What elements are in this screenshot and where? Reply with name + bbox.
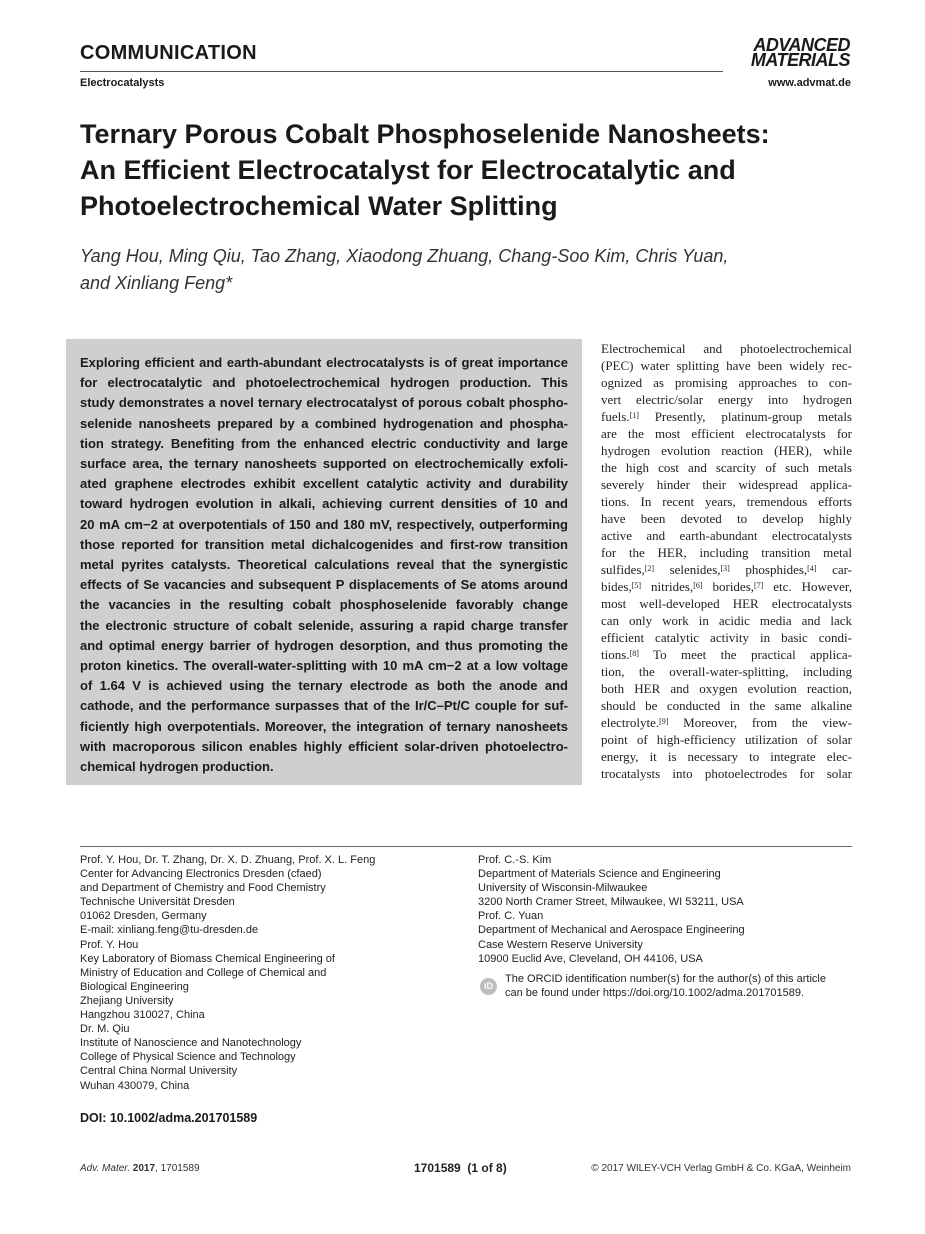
body-text-span: fuels. — [601, 409, 630, 424]
abstract-line: of 1.64 V is achieved using the ternary electrode as both the anode and — [80, 678, 568, 694]
affiliation-line: College of Physical Science and Technology — [80, 1051, 296, 1064]
abstract-line: toward hydrogen evolution in alkali, achieving current densities of 10 and — [80, 496, 568, 512]
body-text — [601, 340, 852, 782]
body-line: energy, it is necessary to integrate elec- — [601, 749, 852, 764]
abstract-line: with macroporous silicon enables highly efficient solar-driven photoelectro- — [80, 738, 568, 754]
body-text-span: etc. However, — [763, 579, 852, 594]
affiliation-line: Department of Mechanical and Aerospace Engineering — [478, 924, 745, 937]
abstract-line: selenide nanosheets prepared by a combined hydrogenation and phospha- — [80, 415, 568, 431]
title-line: An Efficient Electrocatalyst for Electrocatalytic and — [80, 155, 736, 185]
body-line: the high cost and scarcity of such metals — [601, 460, 852, 475]
title-line: Ternary Porous Cobalt Phosphoselenide Nanosheets: — [80, 119, 770, 149]
body-line: tion, the overall-water-splitting, including — [601, 664, 852, 679]
affiliation-line: Case Western Reserve University — [478, 938, 643, 951]
body-text-span: selenides, — [654, 562, 721, 577]
abstract-line: proton kinetics. The overall-water-splitting with 10 mA cm−2 at a low voltage — [80, 658, 568, 674]
body-line: hydrogen evolution reaction (HER), while — [601, 443, 852, 458]
affiliation-line: Biological Engineering — [80, 980, 189, 993]
affiliation-line: University of Wisconsin-Milwaukee — [478, 882, 648, 895]
abstract-line: those reported for transition metal dichalcogenides and first-row transition — [80, 536, 568, 552]
abstract-line: the vacancies in the resulting cobalt phosphoselenide favorably change — [80, 597, 568, 613]
affiliation-line: Central China Normal University — [80, 1065, 238, 1078]
reference-link[interactable]: [2] — [644, 564, 655, 573]
reference-link[interactable]: [5] — [631, 581, 642, 590]
body-text-span: borides, — [702, 579, 755, 594]
body-line: point of high-efficiency utilization of solar — [601, 732, 852, 747]
title-line: Photoelectrochemical Water Splitting — [80, 191, 558, 221]
page-number: 1701589 (1 of 8) — [414, 1161, 507, 1175]
affiliation-line: Center for Advancing Electronics Dresden (cfaed) — [80, 868, 322, 881]
doi-link[interactable]: DOI: 10.1002/adma.201701589 — [80, 1111, 258, 1125]
abstract-text — [80, 353, 568, 777]
header-rule — [80, 71, 723, 72]
logo-line-1: ADVANCED — [753, 35, 850, 55]
body-line: trocatalysts into photoelectrodes for solar — [601, 766, 852, 781]
author-line: Yang Hou, Ming Qiu, Tao Zhang, Xiaodong Zhuang, Chang-Soo Kim, Chris Yuan, — [80, 246, 729, 266]
affiliation-line: Prof. C.-S. Kim — [478, 854, 552, 866]
body-line: vert electric/solar energy into hydrogen — [601, 392, 852, 407]
footer-journal: Adv. Mater. — [80, 1163, 131, 1174]
abstract-line: study demonstrates a novel ternary electrocatalyst of porous cobalt phospho- — [80, 395, 568, 411]
body-line: Electrochemical and photoelectrochemical — [601, 341, 852, 356]
body-line: are the most efficient electrocatalysts for — [601, 426, 852, 441]
abstract-line: and optimal energy barrier of hydrogen desorption, and thus promoting the — [80, 637, 568, 653]
abstract-line: chemical hydrogen production. — [80, 759, 274, 775]
logo-line-2: MATERIALS — [750, 50, 850, 70]
journal-logo — [730, 35, 850, 70]
subsection-label: Electrocatalysts — [80, 77, 165, 89]
body-text-span: phosphides, — [729, 562, 808, 577]
abstract-line: ficiently high overpotentials. Moreover, the integration of ternary nanosheets — [80, 718, 568, 734]
body-line — [601, 561, 852, 578]
body-line: severely hinder their widespread applica- — [601, 477, 852, 492]
abstract-line: the electronic structure of cobalt selenide, assuring a rapid charge transfer — [80, 617, 568, 633]
reference-link[interactable]: [9] — [659, 717, 669, 726]
affiliation-line: and Department of Chemistry and Food Chemistry — [80, 882, 326, 895]
orcid-link[interactable]: can be found under https://doi.org/10.1002/adma.201701589. — [505, 987, 805, 999]
body-line: for the HER, including transition metal — [601, 545, 852, 560]
orcid-badge[interactable] — [480, 976, 497, 995]
footer-copyright: © 2017 WILEY-VCH Verlag GmbH & Co. KGaA, Weinheim — [591, 1163, 851, 1174]
affiliation-line: Prof. Y. Hou, Dr. T. Zhang, Dr. X. D. Zhuang, Prof. X. L. Feng — [80, 854, 376, 866]
section-label: COMMUNICATION — [80, 42, 257, 64]
body-text-span: To meet the practical applica- — [638, 647, 852, 662]
abstract-line: effects of Se vacancies and subsequent P displacements of Se atoms around — [80, 577, 568, 593]
body-text-span: Moreover, from the view- — [668, 715, 852, 730]
body-line — [601, 714, 852, 731]
abstract-line: tion strategy. Benefiting from the enhanced electric conductivity and large — [80, 435, 568, 451]
affiliation-line: Ministry of Education and College of Chemical and — [80, 966, 327, 979]
reference-link[interactable]: [4] — [807, 564, 817, 573]
abstract-line: 20 mA cm−2 at overpotentials of 150 and 180 mV, respectively, outperforming — [80, 516, 568, 532]
body-text-span: electrolyte. — [601, 715, 660, 730]
affiliation-line: Technische Universität Dresden — [80, 896, 235, 909]
website-link[interactable]: www.advmat.de — [768, 77, 851, 89]
body-line: can only work in acidic media and lack — [601, 613, 852, 628]
body-line: tions. In recent years, tremendous efforts — [601, 494, 852, 509]
body-text-span: car- — [816, 562, 853, 577]
affiliation-line: Prof. Y. Hou — [80, 938, 139, 951]
affiliation-line: 01062 Dresden, Germany — [80, 910, 207, 923]
affiliation-line: Department of Materials Science and Engineering — [478, 868, 721, 881]
author-line: and Xinliang Feng* — [80, 273, 233, 293]
abstract-line: Exploring efficient and earth-abundant electrocatalysts is of great importance — [80, 355, 568, 370]
body-line — [601, 646, 852, 663]
body-text-span: bides, — [601, 579, 632, 594]
body-line: should be conducted in the same alkaline — [601, 698, 852, 713]
affiliation-line: Dr. M. Qiu — [80, 1023, 130, 1036]
affiliation-line: 10900 Euclid Ave, Cleveland, OH 44106, USA — [478, 952, 703, 965]
footer-citation — [80, 1163, 200, 1174]
article-title — [80, 116, 860, 224]
body-text-span: sulfides, — [601, 562, 645, 577]
abstract-line: cathode, and the performance surpasses that of the Ir/C–Pt/C couple for suf- — [80, 698, 568, 714]
body-line: have been devoted to develop highly — [601, 511, 852, 526]
reference-link[interactable]: [3] — [720, 564, 730, 573]
body-text-span: tions. — [601, 647, 630, 662]
affiliation-line: 3200 North Cramer Street, Milwaukee, WI 53211, USA — [478, 896, 744, 909]
affiliation-line: Prof. C. Yuan — [478, 910, 544, 923]
body-line: both HER and oxygen evolution reaction, — [601, 681, 852, 696]
affiliation-rule — [80, 846, 852, 847]
body-line: active and earth-abundant electrocatalysts — [601, 528, 852, 543]
affiliation-line: Hangzhou 310027, China — [80, 1009, 205, 1022]
affiliations-right — [478, 853, 745, 966]
body-line: efficient catalytic activity in basic condi- — [601, 630, 852, 645]
abstract-line: ated graphene electrodes exhibit excellent catalytic activity and durability — [80, 476, 568, 492]
author-list — [80, 243, 860, 297]
email-link[interactable]: E-mail: xinliang.feng@tu-dresden.de — [80, 924, 259, 937]
affiliation-line: Zhejiang University — [80, 994, 174, 1007]
body-text-span: nitrides, — [641, 579, 694, 594]
body-line: ognized as promising approaches to con- — [601, 375, 852, 390]
footer-year: 2017 — [132, 1163, 156, 1174]
reference-link[interactable]: [1] — [629, 411, 639, 420]
affiliation-line: Key Laboratory of Biomass Chemical Engineering of — [80, 952, 335, 965]
affiliations-left — [80, 853, 375, 1093]
abstract-line: surface area, the ternary nanosheets supported on electrochemically exfoli- — [80, 456, 568, 472]
abstract-line: metal pyrites catalysts. Theoretical calculations reveal that the synergistic — [80, 557, 568, 573]
orcid-line: The ORCID identification number(s) for the author(s) of this article — [505, 973, 826, 985]
abstract-line: for electrocatalytic and photoelectrochemical hydrogen production. This — [80, 375, 568, 391]
affiliation-line: Wuhan 430079, China — [80, 1079, 190, 1092]
body-text-span: Presently, platinum-group metals — [638, 409, 852, 424]
orcid-icon: iD — [480, 978, 497, 995]
body-line — [601, 578, 852, 595]
body-line: (PEC) water splitting have been widely rec- — [601, 358, 852, 373]
body-line: most well-developed HER electrocatalysts — [601, 596, 852, 611]
footer-article: , 1701589 — [155, 1163, 200, 1174]
reference-link[interactable]: [7] — [754, 581, 764, 590]
affiliation-line: Institute of Nanoscience and Nanotechnology — [80, 1037, 302, 1050]
reference-link[interactable]: [8] — [629, 649, 639, 658]
orcid-note — [505, 972, 826, 1000]
body-line — [601, 408, 852, 425]
reference-link[interactable]: [6] — [693, 581, 703, 590]
